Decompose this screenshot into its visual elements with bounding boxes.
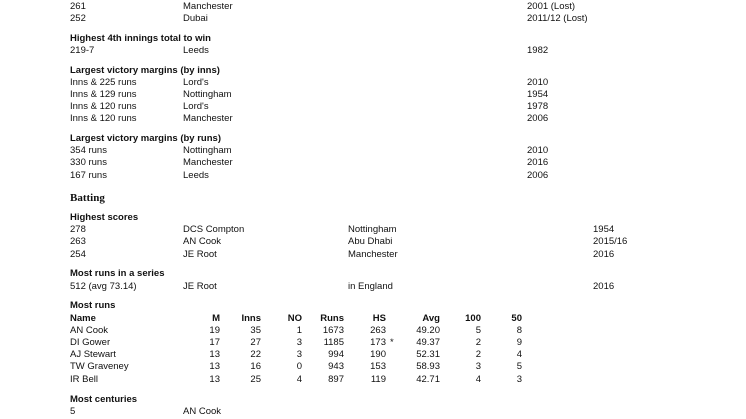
table-row bbox=[0, 337, 746, 349]
col-avg: Avg bbox=[422, 313, 440, 324]
margin: 330 runs bbox=[70, 157, 107, 168]
col-inns: Inns bbox=[241, 313, 261, 324]
score: 278 bbox=[70, 224, 86, 235]
score: 219-7 bbox=[70, 45, 95, 56]
series-row bbox=[0, 281, 746, 293]
runs: 994 bbox=[328, 349, 344, 360]
average: 49.37 bbox=[416, 337, 440, 348]
matches: 13 bbox=[209, 374, 220, 385]
fifties: 4 bbox=[516, 349, 522, 360]
matches: 13 bbox=[209, 361, 220, 372]
season: 2010 bbox=[527, 145, 549, 156]
season: 1978 bbox=[527, 101, 549, 112]
player: JE Root bbox=[183, 281, 217, 292]
player: AN Cook bbox=[70, 325, 109, 336]
col-50: 50 bbox=[511, 313, 522, 324]
venue: Manchester bbox=[183, 113, 233, 124]
margin: Inns & 120 runs bbox=[70, 101, 137, 112]
table-header bbox=[0, 313, 746, 325]
result-row bbox=[0, 1, 746, 13]
matches: 17 bbox=[209, 337, 220, 348]
venue: Manchester bbox=[183, 157, 233, 168]
player: TW Graveney bbox=[70, 361, 129, 372]
venue: Nottingham bbox=[183, 145, 232, 156]
season: 1954 bbox=[527, 89, 549, 100]
result-row bbox=[0, 170, 746, 182]
runs: 512 (avg 73.14) bbox=[70, 281, 137, 292]
venue: Nottingham bbox=[348, 224, 397, 235]
result-row bbox=[0, 113, 746, 125]
season: 1954 bbox=[593, 224, 615, 235]
fifties: 3 bbox=[516, 374, 522, 385]
not-outs: 4 bbox=[296, 374, 302, 385]
season: 2016 bbox=[527, 157, 549, 168]
venue: Lord's bbox=[183, 77, 209, 88]
hundreds: 4 bbox=[475, 374, 481, 385]
table-row bbox=[0, 325, 746, 337]
col-runs: Runs bbox=[320, 313, 344, 324]
player: DCS Compton bbox=[183, 224, 245, 235]
matches: 13 bbox=[209, 349, 220, 360]
player: JE Root bbox=[183, 249, 217, 260]
result-row bbox=[0, 89, 746, 101]
runs: 897 bbox=[328, 374, 344, 385]
not-outs: 3 bbox=[296, 349, 302, 360]
hundreds: 2 bbox=[475, 337, 481, 348]
margin: Inns & 129 runs bbox=[70, 89, 137, 100]
average: 52.31 bbox=[416, 349, 440, 360]
table-row bbox=[0, 361, 746, 373]
score-row bbox=[0, 249, 746, 261]
venue: Dubai bbox=[183, 13, 208, 24]
venue: Manchester bbox=[348, 249, 398, 260]
heading-most-runs-series: Most runs in a series bbox=[70, 268, 165, 279]
venue: in England bbox=[348, 281, 393, 292]
margin: Inns & 225 runs bbox=[70, 77, 137, 88]
innings: 25 bbox=[250, 374, 261, 385]
fifties: 5 bbox=[516, 361, 522, 372]
hundreds: 2 bbox=[475, 349, 481, 360]
season: 2001 (Lost) bbox=[527, 1, 576, 12]
season: 2016 bbox=[593, 281, 615, 292]
centuries-row bbox=[0, 406, 746, 418]
not-outs: 3 bbox=[296, 337, 302, 348]
venue: Leeds bbox=[183, 45, 209, 56]
runs: 943 bbox=[328, 361, 344, 372]
player: AJ Stewart bbox=[70, 349, 116, 360]
season: 2006 bbox=[527, 113, 549, 124]
innings: 16 bbox=[250, 361, 261, 372]
score: 263 bbox=[70, 236, 86, 247]
hundreds: 5 bbox=[475, 325, 481, 336]
result-row bbox=[0, 157, 746, 169]
fifties: 8 bbox=[516, 325, 522, 336]
innings: 27 bbox=[250, 337, 261, 348]
matches: 19 bbox=[209, 325, 220, 336]
average: 49.20 bbox=[416, 325, 440, 336]
high-score: 190 bbox=[370, 349, 386, 360]
result-row bbox=[0, 13, 746, 25]
venue: Abu Dhabi bbox=[348, 236, 393, 247]
score: 261 bbox=[70, 1, 86, 12]
col-no: NO bbox=[287, 313, 302, 324]
heading-most-centuries: Most centuries bbox=[70, 394, 138, 405]
high-score: 173 bbox=[370, 337, 386, 348]
hundreds: 3 bbox=[475, 361, 481, 372]
col-name: Name bbox=[70, 313, 96, 324]
season: 2015/16 bbox=[593, 236, 628, 247]
heading-victory-inns: Largest victory margins (by inns) bbox=[70, 65, 220, 76]
venue: Lord's bbox=[183, 101, 209, 112]
score-row bbox=[0, 224, 746, 236]
col-100: 100 bbox=[465, 313, 481, 324]
score: 252 bbox=[70, 13, 86, 24]
count: 5 bbox=[70, 406, 76, 417]
result-row bbox=[0, 77, 746, 89]
season: 2006 bbox=[527, 170, 549, 181]
heading-highest-4th-innings: Highest 4th innings total to win bbox=[70, 33, 211, 44]
season: 2016 bbox=[593, 249, 615, 260]
heading-most-runs: Most runs bbox=[70, 300, 116, 311]
margin: 167 runs bbox=[70, 170, 107, 181]
not-outs: 0 bbox=[296, 361, 302, 372]
venue: Nottingham bbox=[183, 89, 232, 100]
season: 2010 bbox=[527, 77, 549, 88]
col-m: M bbox=[212, 313, 220, 324]
season: 2011/12 (Lost) bbox=[527, 13, 588, 24]
fifties: 9 bbox=[516, 337, 522, 348]
innings: 35 bbox=[250, 325, 261, 336]
high-score: 263 bbox=[370, 325, 386, 336]
player: DI Gower bbox=[70, 337, 111, 348]
section-title-batting: Batting bbox=[70, 192, 105, 204]
runs: 1185 bbox=[323, 337, 344, 348]
average: 42.71 bbox=[416, 374, 440, 385]
average: 58.93 bbox=[416, 361, 440, 372]
heading-highest-scores: Highest scores bbox=[70, 212, 139, 223]
player: IR Bell bbox=[70, 374, 98, 385]
result-row bbox=[0, 45, 746, 57]
margin: 354 runs bbox=[70, 145, 107, 156]
table-row bbox=[0, 349, 746, 361]
score-row bbox=[0, 236, 746, 248]
score: 254 bbox=[70, 249, 86, 260]
not-outs: 1 bbox=[296, 325, 302, 336]
table-row bbox=[0, 374, 746, 386]
margin: Inns & 120 runs bbox=[70, 113, 137, 124]
result-row bbox=[0, 145, 746, 157]
high-score: 153 bbox=[370, 361, 386, 372]
high-score: 119 bbox=[370, 374, 386, 385]
player: AN Cook bbox=[183, 236, 222, 247]
result-row bbox=[0, 101, 746, 113]
heading-victory-runs: Largest victory margins (by runs) bbox=[70, 133, 221, 144]
venue: Leeds bbox=[183, 170, 209, 181]
season: 1982 bbox=[527, 45, 549, 56]
runs: 1673 bbox=[322, 325, 344, 336]
not-out-marker: * bbox=[390, 337, 394, 348]
venue: Manchester bbox=[183, 1, 233, 12]
innings: 22 bbox=[250, 349, 261, 360]
player: AN Cook bbox=[183, 406, 222, 417]
col-hs: HS bbox=[372, 313, 386, 324]
